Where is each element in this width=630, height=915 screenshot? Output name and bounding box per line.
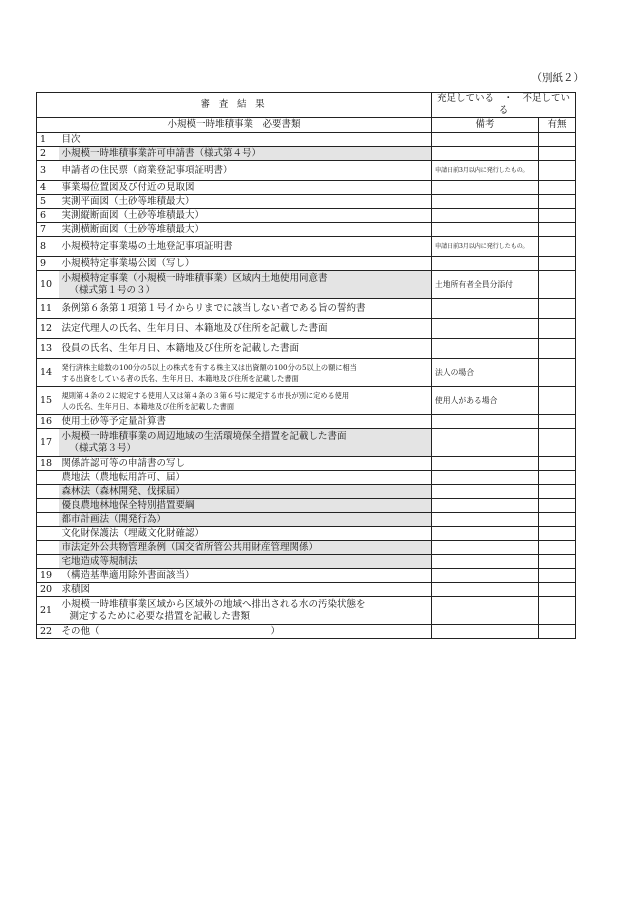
document-item-text: 目次	[61, 133, 81, 145]
presence-check-cell[interactable]	[539, 415, 576, 429]
table-row	[37, 569, 576, 583]
table-subrow	[37, 541, 576, 555]
document-item	[59, 457, 432, 471]
row-number	[37, 527, 59, 541]
row-number: 20	[37, 583, 59, 597]
presence-check-cell[interactable]	[539, 597, 576, 625]
row-number: 16	[37, 415, 59, 429]
remarks-cell: 使用人がある場合	[432, 387, 539, 415]
document-item-text-continued: （様式第１号の３）	[69, 284, 156, 296]
row-number: 14	[37, 359, 59, 387]
remarks-cell	[432, 195, 539, 209]
presence-check-cell[interactable]	[539, 161, 576, 181]
presence-check-cell[interactable]	[539, 457, 576, 471]
presence-check-cell[interactable]	[539, 387, 576, 415]
remarks-cell	[432, 181, 539, 195]
remarks-cell: 申請日前3月以内に発行したもの。	[432, 237, 539, 257]
table-row	[37, 147, 576, 161]
row-number: 13	[37, 339, 59, 359]
document-item-text: 小規模一時堆積事業の周辺地域の生活環境保全措置を記載した書面	[61, 430, 347, 442]
presence-check-cell[interactable]	[539, 471, 576, 485]
presence-check-cell[interactable]	[539, 195, 576, 209]
document-item-text: その他（ ）	[61, 625, 281, 637]
table-row	[37, 359, 576, 387]
row-number: 18	[37, 457, 59, 471]
document-item	[59, 223, 432, 237]
row-number	[37, 485, 59, 499]
document-item-text: 小規模特定事業場の土地登記事項証明書	[61, 240, 233, 252]
table-row	[37, 299, 576, 319]
row-number	[37, 555, 59, 569]
presence-check-cell[interactable]	[539, 499, 576, 513]
row-number: 7	[37, 223, 59, 237]
document-item	[59, 597, 432, 625]
presence-check-cell[interactable]	[539, 625, 576, 639]
document-item	[59, 161, 432, 181]
presence-check-cell[interactable]	[539, 555, 576, 569]
document-item-text: 規則第４条の２に規定する使用人又は第４条の３第６号に規定する市長が別に定める使用	[61, 390, 350, 400]
table-row	[37, 133, 576, 147]
document-item	[59, 319, 432, 339]
table-subrow	[37, 485, 576, 499]
remarks-cell	[432, 319, 539, 339]
table-subrow	[37, 499, 576, 513]
row-number: 8	[37, 237, 59, 257]
remarks-cell	[432, 147, 539, 161]
table-row	[37, 195, 576, 209]
table-row	[37, 387, 576, 415]
row-number	[37, 499, 59, 513]
remarks-cell	[432, 223, 539, 237]
presence-check-cell[interactable]	[539, 237, 576, 257]
permit-law-item: 宅地造成等規制法	[59, 555, 432, 569]
document-item-text-continued: （様式第３号）	[69, 442, 137, 454]
document-item	[59, 209, 432, 223]
document-item-text: 申請者の住民票（商業登記事項証明書）	[61, 164, 233, 176]
row-number: 11	[37, 299, 59, 319]
permit-law-item: 農地法（農地転用許可、届）	[59, 471, 432, 485]
row-number: 2	[37, 147, 59, 161]
document-item	[59, 429, 432, 457]
presence-check-cell[interactable]	[539, 583, 576, 597]
remarks-cell	[432, 597, 539, 625]
document-item-text: 使用土砂等予定量計算書	[61, 415, 167, 427]
row-number	[37, 513, 59, 527]
permit-law-item: 森林法（森林開発、伐採届）	[59, 485, 432, 499]
review-checklist-table	[36, 92, 576, 639]
permit-law-item: 文化財保護法（埋蔵文化財確認）	[59, 527, 432, 541]
row-number: 22	[37, 625, 59, 639]
table-row	[37, 271, 576, 299]
annex-label: （別紙２）	[531, 72, 584, 84]
presence-check-cell[interactable]	[539, 339, 576, 359]
presence-check-cell[interactable]	[539, 147, 576, 161]
document-item	[59, 271, 432, 299]
remarks-cell	[432, 513, 539, 527]
presence-check-cell[interactable]	[539, 541, 576, 555]
document-item	[59, 583, 432, 597]
document-item-text-continued: する出資をしている者の氏名、生年月日、本籍地及び住所を記載した書面	[61, 373, 299, 383]
table-subrow	[37, 555, 576, 569]
presence-check-cell[interactable]	[539, 527, 576, 541]
document-item	[59, 359, 432, 387]
table-row	[37, 457, 576, 471]
permit-law-item: 市法定外公共物管理条例（国交省所管公共用財産管理関係）	[59, 541, 432, 555]
row-number: 19	[37, 569, 59, 583]
document-item	[59, 257, 432, 271]
document-item-text: 法定代理人の氏名、生年月日、本籍地及び住所を記載した書面	[61, 322, 328, 334]
presence-check-cell[interactable]	[539, 181, 576, 195]
table-row	[37, 415, 576, 429]
document-item	[59, 387, 432, 415]
remarks-cell	[432, 133, 539, 147]
document-item	[59, 195, 432, 209]
presence-check-cell[interactable]	[539, 257, 576, 271]
document-item	[59, 147, 432, 161]
document-item-text: 役員の氏名、生年月日、本籍地及び住所を記載した書面	[61, 342, 300, 354]
presence-check-cell[interactable]	[539, 133, 576, 147]
row-number: 21	[37, 597, 59, 625]
document-item-text: 求積図	[61, 583, 91, 595]
row-number: 9	[37, 257, 59, 271]
remarks-cell	[432, 471, 539, 485]
row-number: 1	[37, 133, 59, 147]
remarks-cell	[432, 209, 539, 223]
document-item-text: 実測縦断面図（土砂等堆積最大）	[61, 209, 205, 221]
presence-check-cell[interactable]	[539, 299, 576, 319]
presence-header: 有無	[539, 118, 576, 133]
document-item-text: 事業場位置図及び付近の見取図	[61, 181, 195, 193]
document-item-text: 条例第６条第１項第１号イからリまでに該当しない者である旨の誓約書	[61, 302, 366, 314]
document-item-text: 小規模一時堆積事業区域から区域外の地域へ排出される水の汚染状態を	[61, 598, 366, 610]
review-result-label: 審 査 結 果	[37, 93, 432, 118]
table-row	[37, 257, 576, 271]
presence-check-cell[interactable]	[539, 569, 576, 583]
document-item-text: （構造基準適用除外書面該当）	[61, 569, 195, 581]
permit-law-item: 都市計画法（開発行為）	[59, 513, 432, 527]
remarks-cell	[432, 569, 539, 583]
remarks-cell: 土地所有者全員分添付	[432, 271, 539, 299]
presence-check-cell[interactable]	[539, 319, 576, 339]
row-number: 12	[37, 319, 59, 339]
row-number	[37, 541, 59, 555]
remarks-cell	[432, 415, 539, 429]
remarks-cell	[432, 555, 539, 569]
presence-check-cell[interactable]	[539, 209, 576, 223]
table-subrow	[37, 471, 576, 485]
document-item	[59, 339, 432, 359]
presence-check-cell[interactable]	[539, 513, 576, 527]
document-item-text: 小規模一時堆積事業許可申請書（様式第４号）	[61, 147, 262, 159]
header-row-columns	[37, 118, 576, 133]
table-row	[37, 339, 576, 359]
remarks-cell: 法人の場合	[432, 359, 539, 387]
table-row	[37, 237, 576, 257]
presence-check-cell[interactable]	[539, 223, 576, 237]
remarks-cell: 申請日前3月以内に発行したもの。	[432, 161, 539, 181]
remarks-cell	[432, 339, 539, 359]
table-row	[37, 181, 576, 195]
document-item-text: 発行済株主総数の100分の5以上の株式を有する株主又は出資額の100分の5以上の額に相当	[61, 362, 357, 372]
remarks-cell	[432, 583, 539, 597]
row-number: 17	[37, 429, 59, 457]
document-item	[59, 415, 432, 429]
document-item	[59, 569, 432, 583]
document-item-text: 実測平面図（土砂等堆積最大）	[61, 195, 195, 207]
document-item-text: 小規模特定事業場公図（写し）	[61, 257, 195, 269]
document-item-text-continued: 人の氏名、生年月日、本籍地及び住所を記載した書面	[61, 401, 235, 411]
presence-check-cell[interactable]	[539, 485, 576, 499]
table-row	[37, 161, 576, 181]
document-item	[59, 299, 432, 319]
row-number: 6	[37, 209, 59, 223]
document-item	[59, 133, 432, 147]
table-row	[37, 209, 576, 223]
presence-check-cell[interactable]	[539, 271, 576, 299]
row-number: 15	[37, 387, 59, 415]
row-number: 4	[37, 181, 59, 195]
presence-check-cell[interactable]	[539, 429, 576, 457]
document-item	[59, 625, 432, 639]
table-row	[37, 223, 576, 237]
presence-check-cell[interactable]	[539, 359, 576, 387]
status-choice-label: 充足している ・ 不足している	[432, 93, 576, 118]
remarks-cell	[432, 485, 539, 499]
remarks-cell	[432, 429, 539, 457]
remarks-cell	[432, 457, 539, 471]
required-docs-header: 小規模一時堆積事業 必要書類	[37, 118, 432, 133]
remarks-cell	[432, 625, 539, 639]
table-row	[37, 319, 576, 339]
permit-law-item: 優良農地林地保全特別措置要綱	[59, 499, 432, 513]
row-number: 3	[37, 161, 59, 181]
row-number: 5	[37, 195, 59, 209]
header-row-review	[37, 93, 576, 118]
row-number	[37, 471, 59, 485]
document-item-text-continued: 測定するために必要な措置を記載した書類	[69, 610, 251, 622]
document-item	[59, 181, 432, 195]
document-item-text: 関係許認可等の申請書の写し	[61, 457, 186, 469]
table-row	[37, 625, 576, 639]
remarks-cell	[432, 499, 539, 513]
remarks-header: 備考	[432, 118, 539, 133]
table-row	[37, 583, 576, 597]
table-subrow	[37, 527, 576, 541]
remarks-cell	[432, 527, 539, 541]
document-item-text: 小規模特定事業（小規模一時堆積事業）区域内土地使用同意書	[61, 272, 328, 284]
table-row	[37, 429, 576, 457]
remarks-cell	[432, 299, 539, 319]
document-item	[59, 237, 432, 257]
row-number: 10	[37, 271, 59, 299]
table-subrow	[37, 513, 576, 527]
document-item-text: 実測横断面図（土砂等堆積最大）	[61, 223, 205, 235]
remarks-cell	[432, 257, 539, 271]
table-row	[37, 597, 576, 625]
remarks-cell	[432, 541, 539, 555]
